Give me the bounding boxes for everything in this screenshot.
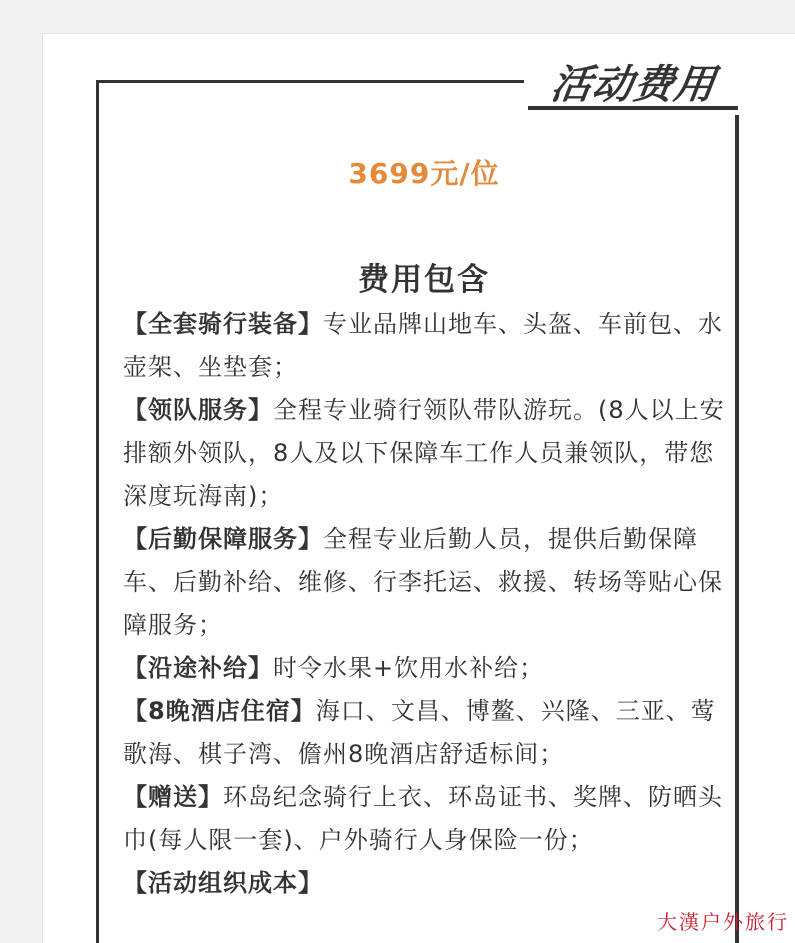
item-key: 【后勤保障服务】	[123, 525, 323, 553]
frame-top-border	[96, 80, 524, 83]
fee-item-supplies	[123, 647, 733, 690]
brand-watermark: 大漢户外旅行	[657, 910, 789, 934]
fee-included-heading: 费用包含	[358, 262, 490, 298]
item-key: 【领队服务】	[123, 396, 273, 424]
item-key: 【全套骑行装备】	[123, 310, 323, 338]
item-text: 专业品牌山地车、头盔、车前包、水壶架、坐垫套；	[123, 310, 723, 381]
frame-right-border	[735, 115, 739, 943]
section-title: 活动费用	[548, 62, 719, 108]
item-key: 【8晚酒店住宿】	[123, 697, 316, 725]
item-key: 【沿途补给】	[123, 654, 273, 682]
fee-item-hotel	[123, 690, 733, 776]
price-per-person: 3699元/位	[348, 157, 500, 190]
fee-item-logistics	[123, 518, 733, 647]
item-key: 【赠送】	[123, 783, 223, 811]
item-text: 全程专业骑行领队带队游玩。(8人以上安排额外领队，8人及以下保障车工作人员兼领队，带您深度玩海南)；	[123, 396, 725, 510]
item-text: 时令水果+饮用水补给；	[273, 654, 545, 682]
fee-item-equipment	[123, 303, 733, 389]
fee-item-guide-service	[123, 389, 733, 518]
item-key: 【活动组织成本】	[123, 869, 323, 897]
item-text: 海口、文昌、博鳌、兴隆、三亚、莺歌海、棋子湾、儋州8晚酒店舒适标间；	[123, 697, 716, 768]
item-text: 环岛纪念骑行上衣、环岛证书、奖牌、防晒头巾(每人限一套)、户外骑行人身保险一份；	[123, 783, 723, 854]
fee-item-gifts	[123, 776, 733, 862]
frame-left-border	[96, 80, 99, 943]
fee-items-list	[123, 303, 733, 905]
item-text: 全程专业后勤人员，提供后勤保障车、后勤补给、维修、行李托运、救援、转场等贴心保障服务；	[123, 525, 723, 639]
fee-item-organization-cost	[123, 862, 733, 905]
